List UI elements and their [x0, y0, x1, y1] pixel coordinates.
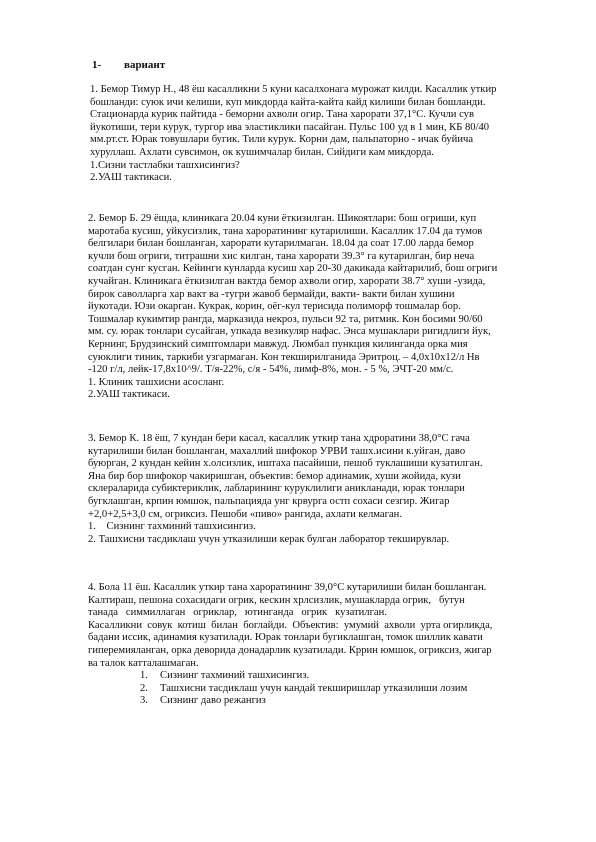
task-4-line: 4. Бола 11 ёш. Касаллик уткир тана хароратининг 39,0°С кутарилиши билан бошланган.: [88, 582, 487, 593]
question-text: Сизнинг тахминий ташхисингиз.: [160, 670, 310, 682]
task-2-line: Кернинг, Брудзинский симптомлари мавжуд. Люмбал пункция килинганда орка мия: [88, 338, 468, 350]
task-2-line: йукотади. Юзи окарган. Кукрак, корин, оёг-кул терисида полиморф тошмалар бор.: [88, 301, 461, 313]
task-2-line: -120 г/л, лейк-17,8х10^9/. Т/я-22%, с/я - 54%, лимф-8%, мон. - 5 %, ЭЧТ-20 мм/с.: [88, 364, 454, 376]
task-1-question: 1.Сизни тастлабки ташхисингиз?: [90, 159, 240, 171]
task-1-line: бошланди: суюк ичи келиши, куп микдорда кайта-кайта кайд килиши билан бошланди.: [90, 96, 486, 108]
task-2-line: белгилари билан бошланган, харорати кутарилмаган. 18.04 да соат 17.00 ларда бемор: [88, 238, 474, 250]
task-2-line: Тошмалар кукимтир рангда, марказида некроз, пульси 92 та, ритмик. Кон босими 90/60: [88, 313, 483, 325]
task-3-line: Яна бир бор шифокор чакиришган, объектив: бемор адинамик, хуши жойида, кузи: [88, 470, 461, 482]
task-3-line: 3. Бемор К. 18 ёш, 7 кундан бери касал, касаллик уткир тана хдроратини 38,0°С гача: [88, 433, 470, 444]
task-2-line: бирок саволларга хар вакт ва -тугри жавоб бермайди, вакти- вакти билан хушини: [88, 288, 455, 300]
question-number: 2.: [140, 682, 148, 694]
task-3-line: кутарилиши билан бошланган, махаллий шифокор УРВИ ташх.исини к.уйган, даво: [88, 445, 466, 457]
task-2-line: соатдан сунг кусган. Кейинги кунларда кусиш хар 20-30 дакикада кайтарилиб, бош огриги: [88, 263, 498, 275]
question-number: 1.: [140, 670, 148, 682]
task-1-line: 1. Бемор Тимур Н., 48 ёш касалликни 5 куни касалхонага мурожат килди. Касаллик уткир: [90, 84, 497, 95]
task-4-line: танада симмиллаган огриклар, ютинганда огрик кузатилган.: [88, 607, 387, 619]
task-3-line: буюрган, 2 кундан кейин х.олсизлик, иштаха пасайиши, пешоб туклашиши кузатилган.: [88, 458, 483, 470]
task-4-questions: [88, 670, 558, 708]
task-4-line: ва талок катталашмаган.: [88, 657, 199, 669]
task-1-line: Стационарда курик пайтида - беморни ахволи огир. Тана харорати 37,1°С. Кучли сув: [90, 109, 474, 121]
task-4-question: [88, 695, 558, 708]
task-2: [88, 213, 558, 402]
task-1-question: 2.УАШ тактикаси.: [90, 172, 172, 184]
task-4-line: бадани иссик, адинамия кузатилади. Юрак тонлари бугиклашган, томок шиллик кавати: [88, 632, 483, 644]
task-4-line: гиперемияланган, орка деворида донадарлик кузатилади. Кррин юмшок, огриксиз, жигар: [88, 644, 492, 656]
task-1: [90, 84, 550, 185]
task-4-question: [88, 670, 558, 683]
variant-number: 1-: [92, 59, 102, 71]
task-2-line: суюклиги тиник, таркиби узгармаган. Кон текширилганида Эритроц. – 4,0х10х12/л Нв: [88, 351, 480, 363]
task-2-line: мм. су. юрак тонлари сусайган, упкада везикуляр нафас. Энса мушаклари ригидлиги йук,: [88, 326, 491, 338]
task-4: [88, 582, 558, 708]
task-2-question: 1. Клиник ташхисни асосланг.: [88, 376, 225, 388]
task-1-line: хуруллаш. Ахлати сувсимон, ок кушимчалар билан. Сийдиги кам микдорда.: [90, 146, 434, 158]
task-4-line: Касалликни совук котиш билан боглайди. Объектив: умумий ахволи урта огирликда,: [88, 619, 493, 631]
task-3-line: +2,0+2,5+3,0 см, огриксиз. Пешоби «пиво» рангида, ахлати келмаган.: [88, 508, 402, 520]
task-3-line: бугклашган, крпин юмшок, пальпацияда унг крвурга остп сохаси сезгир. Жигар: [88, 495, 450, 507]
task-3-line: склераларида субиктериклик, лабларининг куруклилиги аникланади, юрак тонлари: [88, 483, 465, 495]
question-number: 3.: [140, 695, 148, 707]
task-2-line: 2. Бемор Б. 29 ёшда, клиникага 20.04 куни ёткизилган. Шикоятлари: бош огриши, куп: [88, 213, 477, 224]
question-text: Сизнинг даво режангиз: [160, 695, 266, 707]
task-2-line: кучли бош огриги, титрашни хис килган, тана харорати 39.3° га кутарилган, бир неча: [88, 250, 475, 262]
task-1-line: йукотиши, тери курук, тургор ива эластиклики пасайган. Пульс 100 уд в 1 мин, КБ 80/40: [90, 121, 490, 133]
task-4-question: [88, 683, 558, 696]
task-2-question: 2.УАШ тактикаси.: [88, 389, 170, 401]
task-3: [88, 433, 558, 546]
variant-title: вариант: [124, 59, 166, 71]
task-3-question: 2. Ташхисни тасдиклаш учун утказилиши керак булган лаборатор текширувлар.: [88, 533, 450, 545]
task-4-line: Калтираш, пешона сохасидаги огрик, кескин хрлсизлик, мушакларда огрик, бутун: [88, 594, 465, 606]
task-3-question: 1. Сизнинг тахминий ташхисингиз.: [88, 521, 256, 533]
task-2-line: маротаба кусиш, уйкусизлик, тана хароратининг кутарилиши. Касаллик 17.04 да тумов: [88, 225, 483, 237]
question-text: Ташхисни тасдиклаш учун кандай текширишлар утказилиши лозим: [160, 682, 468, 694]
task-1-line: мм.рт.ст. Юрак товушлари бугик. Тили курук. Корни дам, пальпаторно - ичак буйича: [90, 134, 474, 146]
variant-heading: [92, 59, 165, 72]
task-2-line: кучайган. Клиникага ёткизилган вактда бемор ахволи огир, харорати 38.7° хуши -узида,: [88, 275, 486, 287]
